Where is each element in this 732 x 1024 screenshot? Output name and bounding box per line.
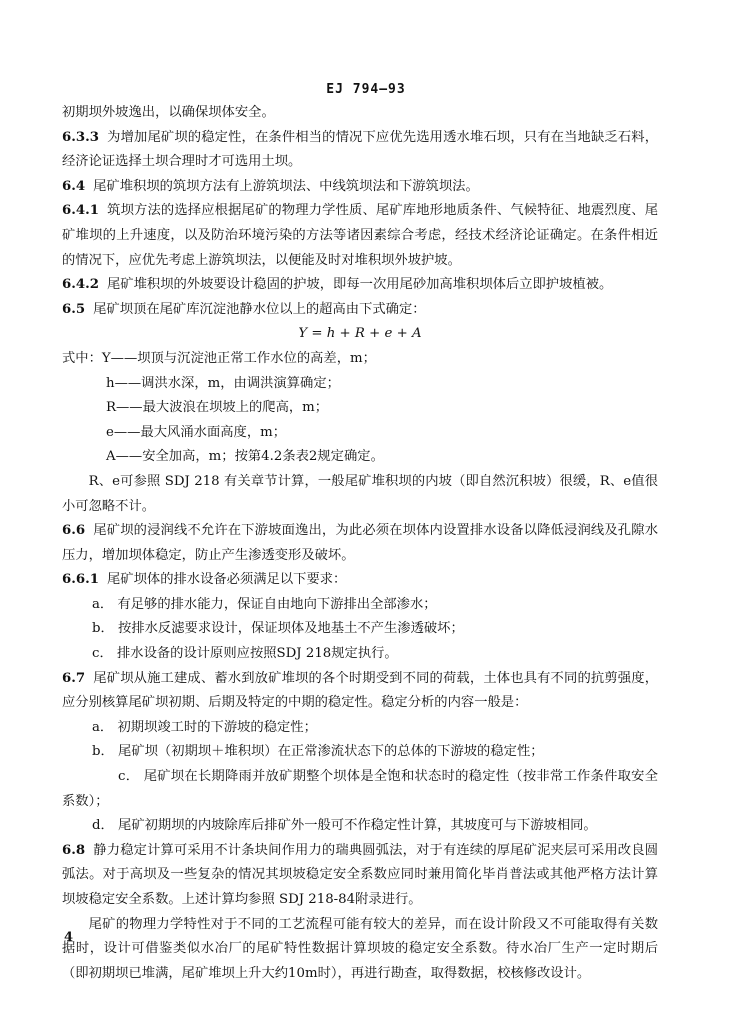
list-item-d: d． 尾矿初期坝的内坡除库后排矿外一般可不作稳定性计算，其坡度可与下游坡相同。 [92, 818, 597, 834]
definition-e: e——最大风涌水面高度，m； [106, 424, 287, 440]
paragraph-tailings: 尾矿的物理力学特性对于不同的工艺流程可能有较大的差异，而在设计阶段又不可能取得有关数据时，设计可借鉴类似水冶厂的尾矿特性数据计算坝坡的稳定安全系数。待水冶厂生产一定时期后（即初期坝已堆满，尾矿堆坝上升大约10m时），再进行勘查，取得数据，校核修改设计。 [62, 916, 658, 981]
clause-number: 6.6 [62, 523, 86, 539]
definition-a: A——安全加高，m；按第4.2条表2规定确定。 [106, 449, 384, 465]
clause-6-6 [62, 519, 658, 568]
clause-text: 静力稳定计算可采用不计条块间作用力的瑞典圆弧法，对于有连续的厚尾矿泥夹层可采用改良圆弧法。对于高坝及一些复杂的情况其坝坡稳定安全系数应同时兼用简化毕肖普法或其他严格方法计算坝坡稳定安全系数。上述计算均参照 SDJ 218-84附录进行。 [62, 842, 658, 907]
list-item-b: b． 尾矿坝（初期坝＋堆积坝）在正常渗流状态下的总体的下游坡的稳定性； [92, 744, 544, 760]
clause-6-4-1 [62, 199, 658, 273]
clause-text: 尾矿堆积坝的外坡要设计稳固的护坡，即每一次用尾砂加高堆积坝体后立即护坡植被。 [107, 277, 613, 293]
note-r-e: R、e可参照 SDJ 218 有关章节计算，一般尾矿堆积坝的内坡（即自然沉积坡）很缓，R、e值很小可忽略不计。 [62, 473, 658, 514]
body-text [62, 101, 658, 986]
clause-number: 6.4 [62, 178, 86, 194]
clause-number: 6.8 [62, 842, 86, 858]
page-number: 4 [64, 930, 74, 945]
clause-number: 6.6.1 [62, 572, 100, 588]
clause-6-4-2 [62, 273, 658, 298]
list-item-c: c． 排水设备的设计原则应按照SDJ 218规定执行。 [92, 646, 398, 662]
list-item-a: a． 初期坝竣工时的下游坡的稳定性； [92, 719, 317, 735]
definition-r: R——最大波浪在坝坡上的爬高，m； [106, 400, 329, 416]
definition-y: 式中：Y——坝顶与沉淀池正常工作水位的高差，m； [62, 350, 376, 366]
clause-number: 6.5 [62, 301, 86, 317]
clause-number: 6.4.1 [62, 203, 100, 219]
clause-text: 为增加尾矿坝的稳定性，在条件相当的情况下应优先选用透水堆石坝，只有在当地缺乏石料，经济论证选择土坝合理时才可选用土坝。 [62, 129, 658, 170]
clause-text: 尾矿坝体的排水设备必须满足以下要求： [107, 572, 347, 588]
clause-6-5 [62, 298, 658, 323]
paragraph-continuation: 初期坝外坡逸出，以确保坝体安全。 [62, 105, 275, 120]
clause-text: 筑坝方法的选择应根据尾矿的物理力学性质、尾矿库地形地质条件、气候特征、地震烈度、尾矿堆坝的上升速度，以及防治环境污染的方法等诸因素综合考虑，经技术经济论证确定。在条件相近的情况下，应优先考虑上游筑坝法，以便能及时对堆积坝外坡护坡。 [62, 203, 658, 268]
list-item-c: c． 尾矿坝在长期降雨并放矿期整个坝体是全饱和状态时的稳定性（按非常工作条件取安全系数）； [62, 769, 658, 809]
clause-6-8 [62, 839, 658, 913]
clause-number: 6.4.2 [62, 277, 100, 293]
list-item-a: a． 有足够的排水能力，保证自由地向下游排出全部渗水； [92, 596, 437, 612]
clause-text: 尾矿堆积坝的筑坝方法有上游筑坝法、中线筑坝法和下游筑坝法。 [93, 178, 479, 194]
list-item-b: b． 按排水反滤要求设计，保证坝体及地基土不产生渗透破坏； [92, 621, 464, 637]
clause-6-3-3 [62, 126, 658, 175]
clause-text: 尾矿坝从施工建成、蓄水到放矿堆坝的各个时期受到不同的荷载，土体也具有不同的抗剪强度，应分别核算尾矿坝初期、后期及特定的中期的稳定性。稳定分析的内容一般是： [62, 670, 658, 711]
clause-text: 尾矿坝顶在尾矿库沉淀池静水位以上的超高由下式确定： [93, 301, 426, 317]
formula: Y = h + R + e + A [298, 326, 422, 342]
clause-6-7 [62, 667, 658, 716]
definition-h: h——调洪水深，m，由调洪演算确定； [106, 375, 340, 391]
clause-6-4 [62, 175, 658, 200]
clause-text: 尾矿坝的浸润线不允许在下游坡面逸出，为此必须在坝体内设置排水设备以降低浸润线及孔隙水压力，增加坝体稳定，防止产生渗透变形及破坏。 [62, 523, 658, 563]
page-header: EJ 794—93 [326, 82, 406, 97]
clause-6-6-1 [62, 568, 658, 593]
clause-number: 6.7 [62, 670, 86, 686]
clause-number: 6.3.3 [62, 129, 100, 145]
